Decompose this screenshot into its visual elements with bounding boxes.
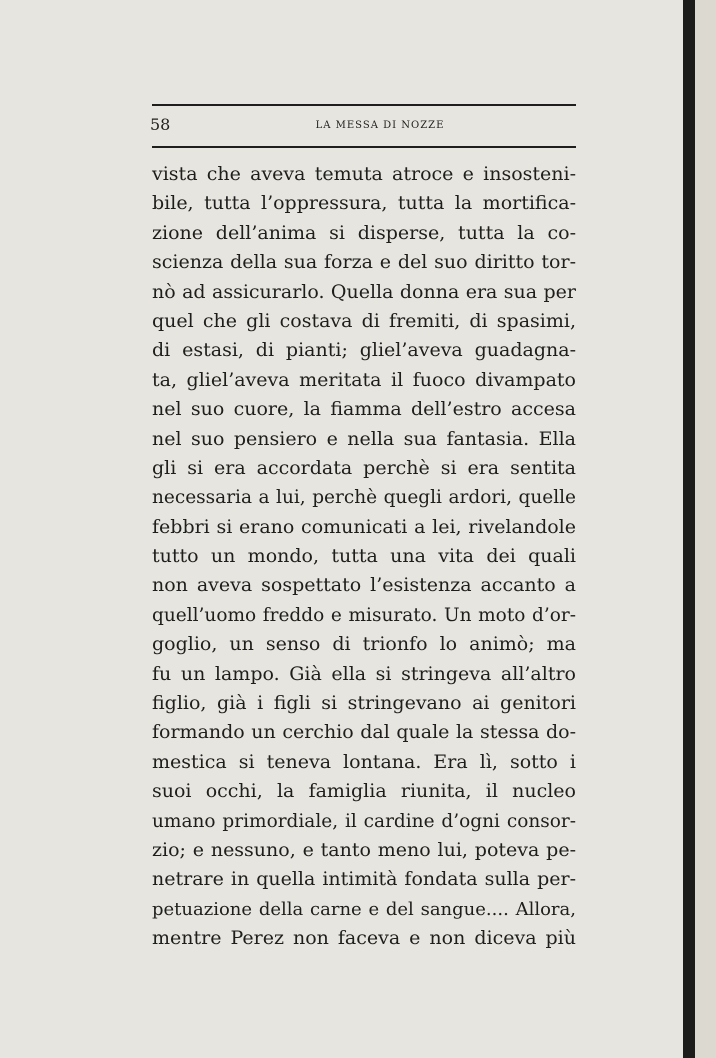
text-line: suoi occhi, la famiglia riunita, il nucleo [152, 780, 576, 803]
text-line: nel suo cuore, la fiamma dell’estro accesa [152, 398, 576, 421]
text-line: necessaria a lui, perchè quegli ardori, quelle [152, 487, 576, 509]
text-line: zio; e nessuno, e tanto meno lui, poteva pe- [152, 838, 576, 861]
header-rule-bottom [152, 146, 576, 148]
text-line: umano primordiale, il cardine d’ogni consor- [152, 810, 576, 832]
page-number: 58 [150, 115, 171, 134]
text-line: fu un lampo. Già ella si stringeva all’altro [152, 662, 576, 685]
text-line: gli si era accordata perchè si era sentita [152, 456, 576, 479]
text-line: netrare in quella intimità fondata sulla per- [152, 868, 576, 891]
body-text [152, 160, 576, 954]
running-title: LA MESSA DI NOZZE [315, 120, 445, 131]
text-line: ta, gliel’aveva meritata il fuoco divampato [152, 368, 576, 391]
text-line: scienza della sua forza e del suo diritto tor- [152, 251, 576, 274]
text-line: vista che aveva temuta atroce e insosteni- [152, 163, 576, 185]
text-line: non aveva sospettato l’esistenza accanto a [152, 574, 576, 597]
text-line: petuazione della carne e del sangue.... Allora, [152, 898, 576, 920]
text-line: zione dell’anima si disperse, tutta la co- [152, 221, 576, 244]
text-line: nel suo pensiero e nella sua fantasia. Ella [152, 427, 576, 450]
text-line: quell’uomo freddo e misurato. Un moto d’or- [152, 604, 576, 626]
text-line: mestica si teneva lontana. Era lì, sotto i [152, 750, 576, 773]
text-line: tutto un mondo, tutta una vita dei quali [152, 545, 576, 568]
text-line: goglio, un senso di trionfo lo animò; ma [152, 633, 576, 656]
text-line: di estasi, di pianti; gliel’aveva guadagna- [152, 339, 576, 362]
text-line: nò ad assicurarlo. Quella donna era sua per [152, 280, 576, 303]
text-line: formando un cerchio dal quale la stessa do- [152, 721, 576, 744]
text-line: febbri si erano comunicati a lei, rivelandole [152, 515, 576, 538]
header-rule-top [152, 104, 576, 106]
page-edge [695, 0, 716, 1058]
text-line: bile, tutta l’oppressura, tutta la mortifica- [152, 192, 576, 215]
text-line: figlio, già i figli si stringevano ai genitori [152, 692, 576, 715]
text-line: quel che gli costava di fremiti, di spasimi, [152, 309, 576, 332]
book-spine-shadow [683, 0, 695, 1058]
text-line: mentre Perez non faceva e non diceva più [152, 927, 576, 950]
